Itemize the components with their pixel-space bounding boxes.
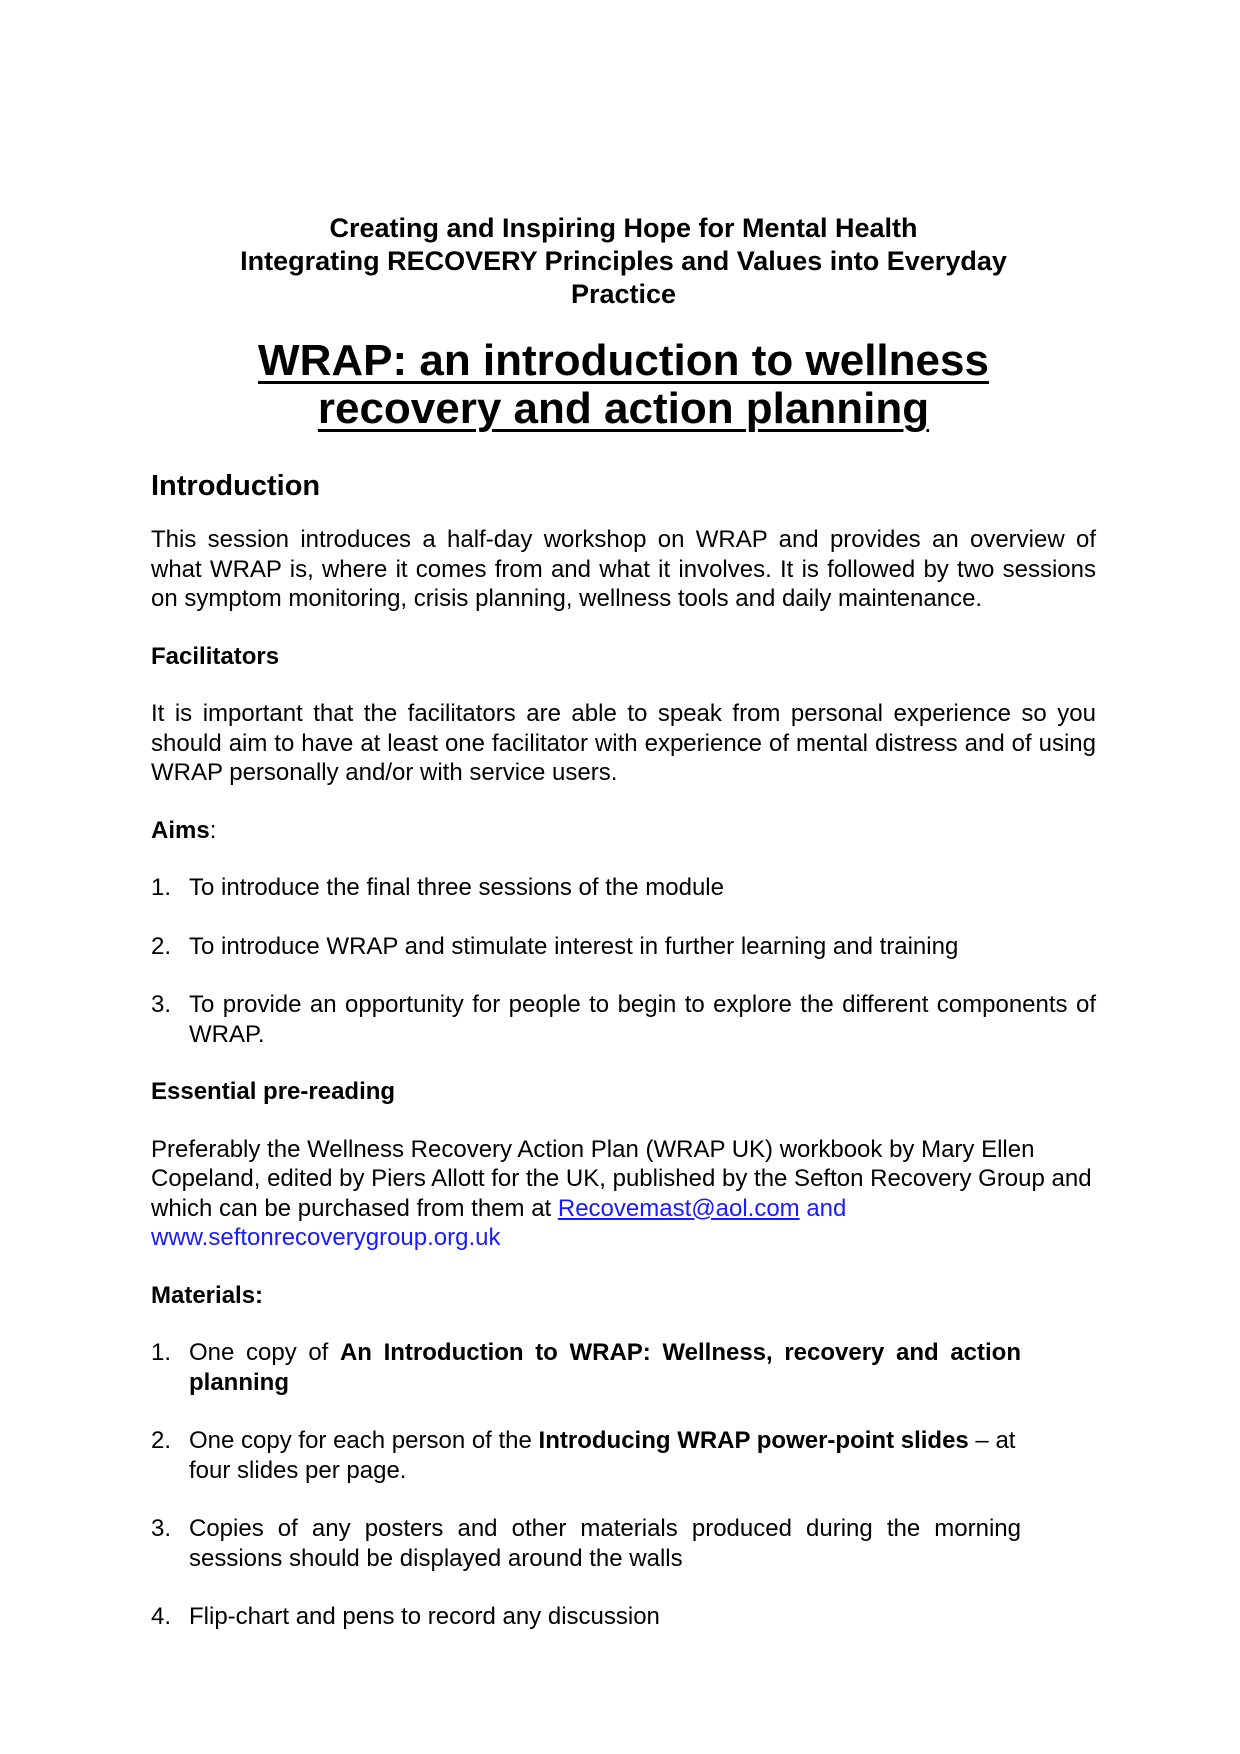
list-item-text-bold: Introducing WRAP power-point slides (538, 1427, 969, 1454)
list-item (151, 1602, 1021, 1632)
facilitators-text: It is important that the facilitators are able to speak from personal experience so you should aim to have at least one facilitator with experience of mental distress and of using WRAP personally and/or with service users. (151, 700, 1096, 786)
list-item (151, 1338, 1021, 1397)
list-item-text: To introduce WRAP and stimulate interest in further learning and training (189, 932, 959, 960)
email-link[interactable]: Recovemast@aol.com (557, 1194, 800, 1222)
list-item-text-bold: An Introduction to WRAP: Wellness, recovery and action planning (189, 1339, 1021, 1396)
list-item-number: 3. (151, 991, 172, 1018)
aims-list (151, 873, 1096, 1049)
list-item-text-plain: One copy of (189, 1339, 340, 1366)
list-item-number: 2. (151, 932, 172, 960)
list-item-number: 1. (151, 1339, 172, 1366)
list-item (151, 873, 1096, 903)
list-item (151, 932, 1096, 962)
list-item-text-tail: – at four slides per page. (189, 1427, 1016, 1484)
aims-heading-label: Aims (151, 816, 210, 844)
introduction-heading: Introduction (151, 470, 321, 502)
document-content (151, 212, 1096, 1632)
list-item-text (189, 1338, 1021, 1397)
list-item (151, 1426, 1021, 1485)
facilitators-heading: Facilitators (151, 642, 280, 670)
header-line-3: Practice (570, 279, 677, 309)
list-item-text (189, 1426, 1021, 1485)
website-link[interactable]: www.seftonrecoverygroup.org.uk (151, 1224, 501, 1251)
list-item (151, 1514, 1021, 1573)
list-item-text-plain: Copies of any posters and other materials produced during the morning sessions should be displayed around the walls (189, 1515, 1021, 1572)
materials-heading: Materials: (151, 1281, 264, 1309)
list-item-text (189, 1514, 1021, 1573)
aims-heading-colon: : (209, 816, 217, 844)
list-item-text (189, 1602, 1021, 1632)
list-item-number: 4. (151, 1603, 172, 1630)
document-header (151, 212, 1096, 311)
and-text: and (799, 1194, 847, 1222)
prereading-heading: Essential pre-reading (151, 1078, 396, 1105)
prereading-text (151, 1135, 1096, 1253)
list-item-number: 3. (151, 1515, 172, 1542)
materials-list (151, 1338, 1021, 1632)
header-line-1: Creating and Inspiring Hope for Mental Health (329, 213, 918, 243)
title-line-1: WRAP: an introduction to wellness (258, 336, 989, 385)
list-item-text: To introduce the final three sessions of the module (189, 874, 724, 901)
page-title (151, 337, 1096, 433)
list-item-text-plain: Flip-chart and pens to record any discussion (189, 1603, 660, 1630)
aims-heading (151, 816, 1096, 846)
list-item-text-plain: One copy for each person of the (189, 1427, 539, 1454)
header-line-2: Integrating RECOVERY Principles and Values into Everyday (240, 246, 1007, 276)
title-line-2: recovery and action planning (317, 384, 930, 433)
prereading-body: Preferably the Wellness Recovery Action Plan (WRAP UK) workbook by Mary Ellen Copeland, edited by Piers Allott for the UK, published by the Sefton Recovery Group and which can be purchased from them at (151, 1135, 1092, 1222)
list-item-number: 1. (151, 874, 172, 901)
list-item-text: To provide an opportunity for people to begin to explore the different components of WRAP. (189, 991, 1096, 1048)
introduction-text: This session introduces a half-day workshop on WRAP and provides an overview of what WRAP is, where it comes from and what it involves. It is followed by two sessions on symptom monitoring, crisis planning, wellness tools and daily maintenance. (151, 526, 1096, 612)
list-item-number: 2. (151, 1427, 172, 1454)
list-item (151, 990, 1096, 1049)
